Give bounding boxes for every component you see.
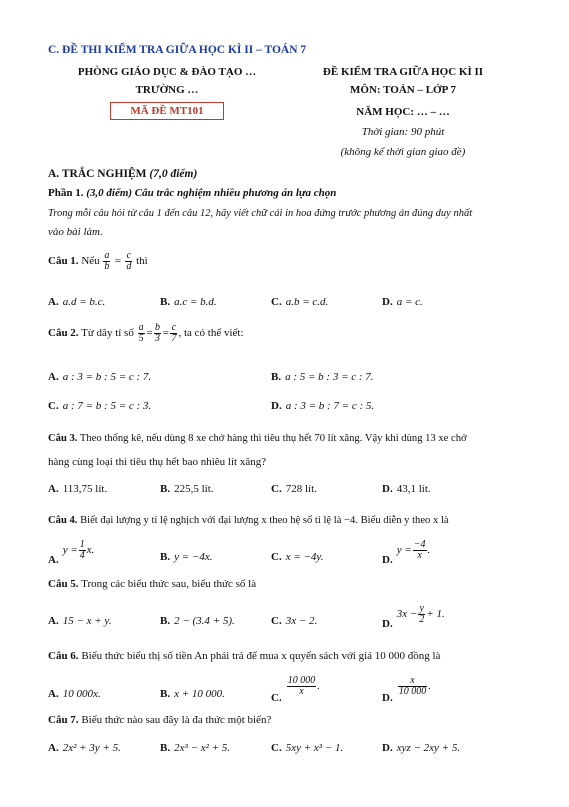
option-text: . [427, 544, 431, 557]
frac-denominator: 2 [419, 614, 425, 625]
option-text: 5xy + x³ − 1. [285, 742, 344, 754]
document-title: C. ĐỀ THI KIỂM TRA GIỮA HỌC KÌ II – TOÁN 7 [48, 44, 307, 56]
option-text: 728 lít. [285, 483, 317, 495]
section-a-heading [48, 168, 197, 180]
option-text: . [428, 680, 431, 693]
frac-denominator: 4 [79, 550, 85, 561]
option-letter: A. [48, 554, 59, 567]
q5-option-d[interactable] [382, 603, 445, 631]
question-6 [48, 650, 440, 662]
part1-instruction-line1: Trong mỗi câu hỏi từ câu 1 đến câu 12, hãy viết chữ cái in hoa đứng trước phương án đúng duy nhất [48, 208, 473, 219]
header-time: Thời gian: 90 phút [361, 126, 445, 138]
question-2-pre: Từ dãy tỉ số [81, 327, 134, 340]
q4-option-c[interactable] [271, 551, 323, 563]
q4-option-b[interactable] [160, 551, 212, 563]
frac-numerator: 1 [79, 539, 85, 550]
part1-heading [48, 187, 336, 199]
q7-option-c[interactable] [271, 742, 343, 754]
option-letter: A. [48, 296, 59, 308]
option-text: 2x³ − x² + 5. [174, 742, 231, 754]
option-text: 3x − [396, 608, 418, 621]
option-letter: A. [48, 688, 59, 700]
question-5-label: Câu 5. [48, 578, 79, 590]
option-text: a : 5 = b : 3 = c : 7. [285, 371, 374, 383]
frac-numerator: 10 000 [287, 675, 316, 686]
question-1-fraction-c-d [125, 251, 132, 272]
question-1-fraction-a-b [103, 251, 110, 272]
question-1: Câu 1. Nếu $\frac{a}{b}$ = $\frac{c}{d}$ thì [48, 250, 148, 272]
frac-numerator: −4 [413, 539, 426, 550]
option-letter: D. [382, 692, 393, 705]
question-6-text: Biểu thức biểu thị số tiền An phải trả để mua x quyển sách với giá 10 000 đồng là [81, 650, 441, 662]
q1-option-a[interactable] [48, 296, 105, 308]
q2-option-a[interactable] [48, 371, 151, 383]
frac-denominator: 5 [138, 333, 144, 344]
option-text: a : 7 = b : 5 = c : 3. [62, 400, 152, 412]
question-6-label: Câu 6. [48, 650, 79, 662]
option-letter: C. [271, 483, 282, 495]
option-letter: A. [48, 615, 59, 627]
option-letter: C. [271, 692, 282, 705]
q3-option-b[interactable] [160, 483, 214, 495]
option-letter: C. [271, 551, 282, 563]
q2-option-b[interactable] [271, 371, 374, 383]
q5-option-d-fraction [418, 604, 425, 625]
option-text: 225,5 lít. [174, 483, 214, 495]
option-letter: B. [271, 371, 282, 383]
q1-option-b[interactable] [160, 296, 217, 308]
frac-denominator: x [417, 550, 422, 561]
option-text: x. [86, 544, 95, 557]
option-letter: B. [160, 296, 171, 308]
question-1-label: Câu 1. [48, 255, 79, 268]
frac-denominator: d [126, 261, 132, 272]
question-7-text: Biểu thức nào sau đây là đa thức một biến? [81, 714, 272, 726]
option-letter: D. [382, 742, 393, 754]
question-7-label: Câu 7. [48, 714, 79, 726]
option-letter: B. [160, 742, 171, 754]
header-school: TRƯỜNG … [135, 84, 199, 96]
option-text: y = [62, 544, 78, 557]
frac-numerator: b [155, 322, 161, 333]
option-text: a : 3 = b : 5 = c : 7. [62, 371, 152, 383]
q3-option-d[interactable] [382, 483, 431, 495]
question-2-fraction-b-3 [154, 323, 161, 344]
option-text: . [317, 680, 320, 693]
frac-denominator: 10 000 [398, 686, 427, 697]
option-text: y = −4x. [174, 551, 213, 563]
frac-numerator: c [171, 322, 177, 333]
q6-option-b[interactable] [160, 688, 225, 700]
option-text: y = [396, 544, 412, 557]
frac-numerator: c [126, 250, 132, 261]
q2-option-c[interactable] [48, 400, 151, 412]
option-letter: D. [382, 554, 393, 567]
header-school-year: NĂM HỌC: … – … [356, 106, 450, 118]
section-a-title: A. TRẮC NGHIỆM [48, 168, 147, 180]
option-letter: A. [48, 483, 59, 495]
frac-numerator: a [138, 322, 144, 333]
header-exam-name: ĐỀ KIỂM TRA GIỮA HỌC KÌ II [322, 66, 484, 78]
question-1-post: thì [136, 255, 148, 268]
frac-numerator: a [104, 250, 110, 261]
question-2-fraction-c-7 [170, 323, 177, 344]
question-3-text-line1: Theo thống kê, nếu dùng 8 xe chở hàng thì tiêu thụ hết 70 lít xăng. Vậy khi dùng 13 xe chở [79, 433, 467, 444]
exam-code-box: MÃ ĐỀ MT101 [110, 102, 224, 120]
question-3-label: Câu 3. [48, 433, 78, 444]
question-5 [48, 578, 256, 590]
option-letter: D. [382, 618, 393, 631]
q4-option-a[interactable] [48, 539, 95, 567]
option-letter: C. [48, 400, 59, 412]
question-3 [48, 433, 467, 444]
option-letter: D. [382, 296, 393, 308]
option-text: a : 3 = b : 7 = c : 5. [285, 400, 375, 412]
part1-title: Phần 1. [48, 187, 84, 199]
section-a-points: (7,0 điểm) [149, 168, 198, 180]
q3-option-a[interactable] [48, 483, 107, 495]
option-letter: C. [271, 742, 282, 754]
part1-instruction-line2: vào bài làm. [48, 226, 103, 238]
q5-option-b[interactable] [160, 615, 235, 627]
q5-option-c[interactable] [271, 615, 317, 627]
option-text: 113,75 lít. [62, 483, 108, 495]
option-letter: B. [160, 688, 171, 700]
option-letter: D. [271, 400, 282, 412]
header-subject: MÔN: TOÁN – LỚP 7 [350, 84, 456, 96]
q3-option-c[interactable] [271, 483, 317, 495]
frac-numerator: x [398, 676, 428, 687]
q1-option-d[interactable] [382, 296, 423, 308]
question-2: Câu 2. Từ dãy tỉ số $\frac{a}{5}$ = $\frac{b}{3}$ = $\frac{c}{7}$ , ta có thể viết: [48, 322, 244, 344]
q6-option-d-fraction [398, 676, 428, 697]
q2-option-d[interactable] [271, 400, 374, 412]
option-letter: A. [48, 371, 59, 383]
option-letter: D. [382, 483, 393, 495]
option-text: a.b = c.d. [285, 296, 329, 308]
q4-option-d-fraction [413, 540, 427, 561]
q7-option-a[interactable] [48, 742, 121, 754]
option-text: x = −4y. [285, 551, 324, 563]
option-letter: B. [160, 551, 171, 563]
question-2-label: Câu 2. [48, 327, 79, 340]
option-letter: B. [160, 615, 171, 627]
q6-option-c[interactable] [271, 675, 320, 705]
option-text: 2x² + 3y + 5. [62, 742, 121, 754]
header-time-note: (không kể thời gian giao đề) [340, 146, 466, 158]
question-2-post: , ta có thể viết: [178, 327, 244, 340]
q1-option-c[interactable] [271, 296, 328, 308]
option-letter: C. [271, 296, 282, 308]
question-4 [48, 515, 449, 526]
question-4-label: Câu 4. [48, 515, 78, 526]
frac-denominator: 7 [171, 333, 177, 344]
option-text: x + 10 000. [174, 688, 225, 700]
question-3-text-line2: hàng cùng loại thì tiêu thụ hết bao nhiêu lít xăng? [48, 456, 267, 468]
q4-option-d[interactable] [382, 539, 431, 567]
option-text: + 1. [426, 608, 445, 621]
frac-denominator: 3 [155, 333, 161, 344]
question-2-fraction-a-5 [138, 323, 145, 344]
question-5-text: Trong các biểu thức sau, biểu thức số là [81, 578, 257, 590]
question-1-pre: Nếu [81, 255, 100, 268]
q5-option-a[interactable] [48, 615, 111, 627]
option-text: 3x − 2. [285, 615, 318, 627]
option-text: a.c = b.d. [174, 296, 217, 308]
option-text: 10 000x. [62, 688, 101, 700]
question-7 [48, 714, 271, 726]
option-letter: B. [160, 483, 171, 495]
q6-option-a[interactable] [48, 688, 101, 700]
q7-option-b[interactable] [160, 742, 230, 754]
header-department: PHÒNG GIÁO DỤC & ĐÀO TẠO … [77, 66, 257, 78]
q6-option-d[interactable] [382, 675, 431, 705]
question-4-text: Biết đại lượng y tỉ lệ nghịch với đại lượng x theo hệ số tỉ lệ là −4. Biểu diễn y theo x là [80, 515, 449, 526]
frac-numerator: y [419, 603, 424, 614]
q4-option-a-fraction [79, 540, 86, 561]
part1-subtitle: Câu trắc nghiệm nhiều phương án lựa chọn [134, 187, 337, 199]
option-text: a.d = b.c. [62, 296, 106, 308]
option-text: 43,1 lít. [396, 483, 431, 495]
q7-option-d[interactable] [382, 742, 460, 754]
frac-denominator: x [299, 686, 304, 697]
option-text: 2 − (3.4 + 5). [174, 615, 235, 627]
option-text: 15 − x + y. [62, 615, 112, 627]
option-letter: C. [271, 615, 282, 627]
option-letter: A. [48, 742, 59, 754]
part1-points: (3,0 điểm) [86, 187, 133, 199]
option-text: xyz − 2xy + 5. [396, 742, 461, 754]
frac-denominator: b [104, 261, 110, 272]
option-text: a = c. [396, 296, 423, 308]
q6-option-c-fraction [287, 676, 317, 697]
